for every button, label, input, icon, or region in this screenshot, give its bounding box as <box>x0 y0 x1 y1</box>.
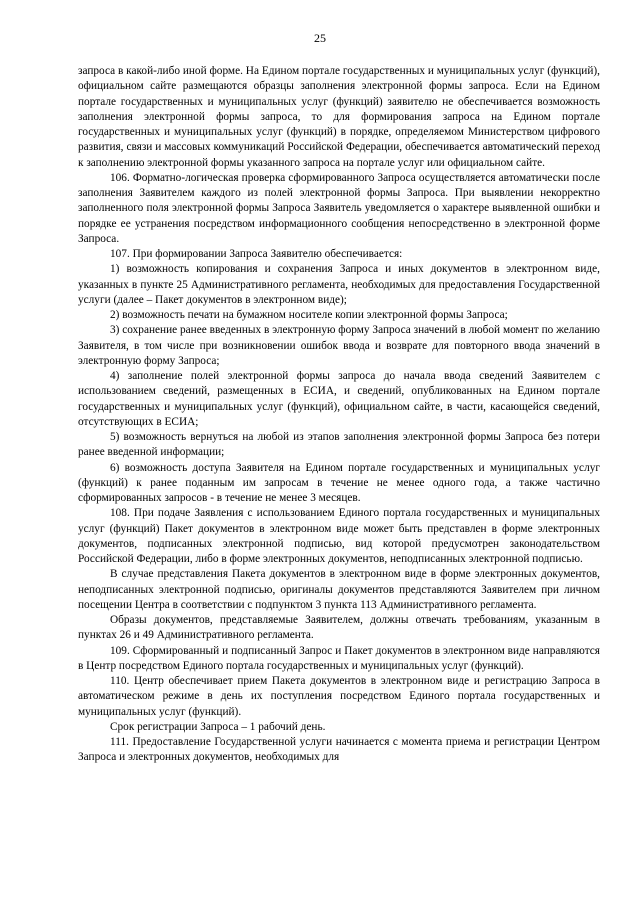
list-item-1: 1) возможность копирования и сохранения Запроса и иных документов в электронном виде, указанных в пункте 25 Административного регламента, необходимых для предоставления Государственной услуги (далее – Пакет документов в электронном виде); <box>78 263 600 306</box>
paragraph-106: 106. Форматно-логическая проверка сформированного Запроса осуществляется автоматически после заполнения Заявителем каждого из полей электронной формы Запроса. При выявлении некорректно заполненного поля электронной формы Запроса Заявитель уведомляется о характере выявленной ошибки и порядке ее устранения посредством информационного сообщения непосредственно в электронной форме Запроса. <box>78 171 600 245</box>
list-item-3: 3) сохранение ранее введенных в электронную форму Запроса значений в любой момент по желанию Заявителя, в том числе при возникновении ошибок ввода и возврате для повторного ввода значений в электронную форму Запроса; <box>78 324 600 367</box>
paragraph-107: 107. При формировании Запроса Заявителю обеспечивается: <box>110 248 403 260</box>
document-body <box>78 64 600 766</box>
page-number: 25 <box>314 31 326 45</box>
paragraph-109: 109. Сформированный и подписанный Запрос и Пакет документов в электронном виде направляются в Центр посредством Единого портала государственных и муниципальных услуг (функций). <box>78 644 600 672</box>
paragraph-111: 111. Предоставление Государственной услуги начинается с момента приема и регистрации Центром Запроса и электронных документов, необходимых для <box>78 736 600 764</box>
list-item-4: 4) заполнение полей электронной формы запроса до начала ввода сведений Заявителем с использованием сведений, размещенных в ЕСИА, и сведений, опубликованных на Едином портале государственных и муниципальных услуг (функций), официальном сайте, в части, касающейся сведений, отсутствующих в ЕСИА; <box>78 370 600 428</box>
paragraph-110: 110. Центр обеспечивает прием Пакета документов в электронном виде и регистрацию Запроса в автоматическом режиме в день их поступления посредством Единого портала государственных и муниципальных услуг (функций). <box>78 675 600 718</box>
list-item-6: 6) возможность доступа Заявителя на Едином портале государственных и муниципальных услуг (функций) к ранее поданным им запросам в течение не менее одного года, а также частично сформированных запросов - в течение не менее 3 месяцев. <box>78 461 600 504</box>
paragraph-registration-term: Срок регистрации Запроса – 1 рабочий день. <box>110 720 326 733</box>
paragraph-108: 108. При подаче Заявления с использованием Единого портала государственных и муниципальных услуг (функций) Пакет документов в электронном виде может быть представлен в форме электронных документов, подписанных электронной подписью, вид которой предусмотрен законодательством Российской Федерации, либо в форме электронных документов, неподписанных электронной подписью. <box>78 507 600 565</box>
paragraph-continuation: запроса в какой-либо иной форме. На Едином портале государственных и муниципальных услуг (функций), официальном сайте размещаются образцы заполнения электронной формы запроса. Если на Едином портале государственных и муниципальных услуг (функций) заявителю не обеспечивается возможность заполнения электронной формы запроса, то для формирования запроса на Едином портале государственных и муниципальных услуг (функций) в порядке, определяемом Министерством цифрового развития, связи и массовых коммуникаций Российской Федерации, обеспечивается автоматический переход к заполнению электронной формы указанного запроса на портале услуг или официальном сайте. <box>78 65 600 169</box>
paragraph-108-images: Образы документов, представляемые Заявителем, должны отвечать требованиям, указанным в пунктах 26 и 49 Административного регламента. <box>78 614 600 642</box>
list-item-2: 2) возможность печати на бумажном носителе копии электронной формы Запроса; <box>110 309 508 321</box>
list-item-5: 5) возможность вернуться на любой из этапов заполнения электронной формы Запроса без потери ранее введенной информации; <box>78 431 600 459</box>
paragraph-108-originals: В случае представления Пакета документов в электронном виде в форме электронных документов, неподписанных электронной подписью, оригиналы документов представляются Заявителем при личном посещении Центра в соответствии с подпунктом 3 пункта 113 Административного регламента. <box>78 568 600 611</box>
